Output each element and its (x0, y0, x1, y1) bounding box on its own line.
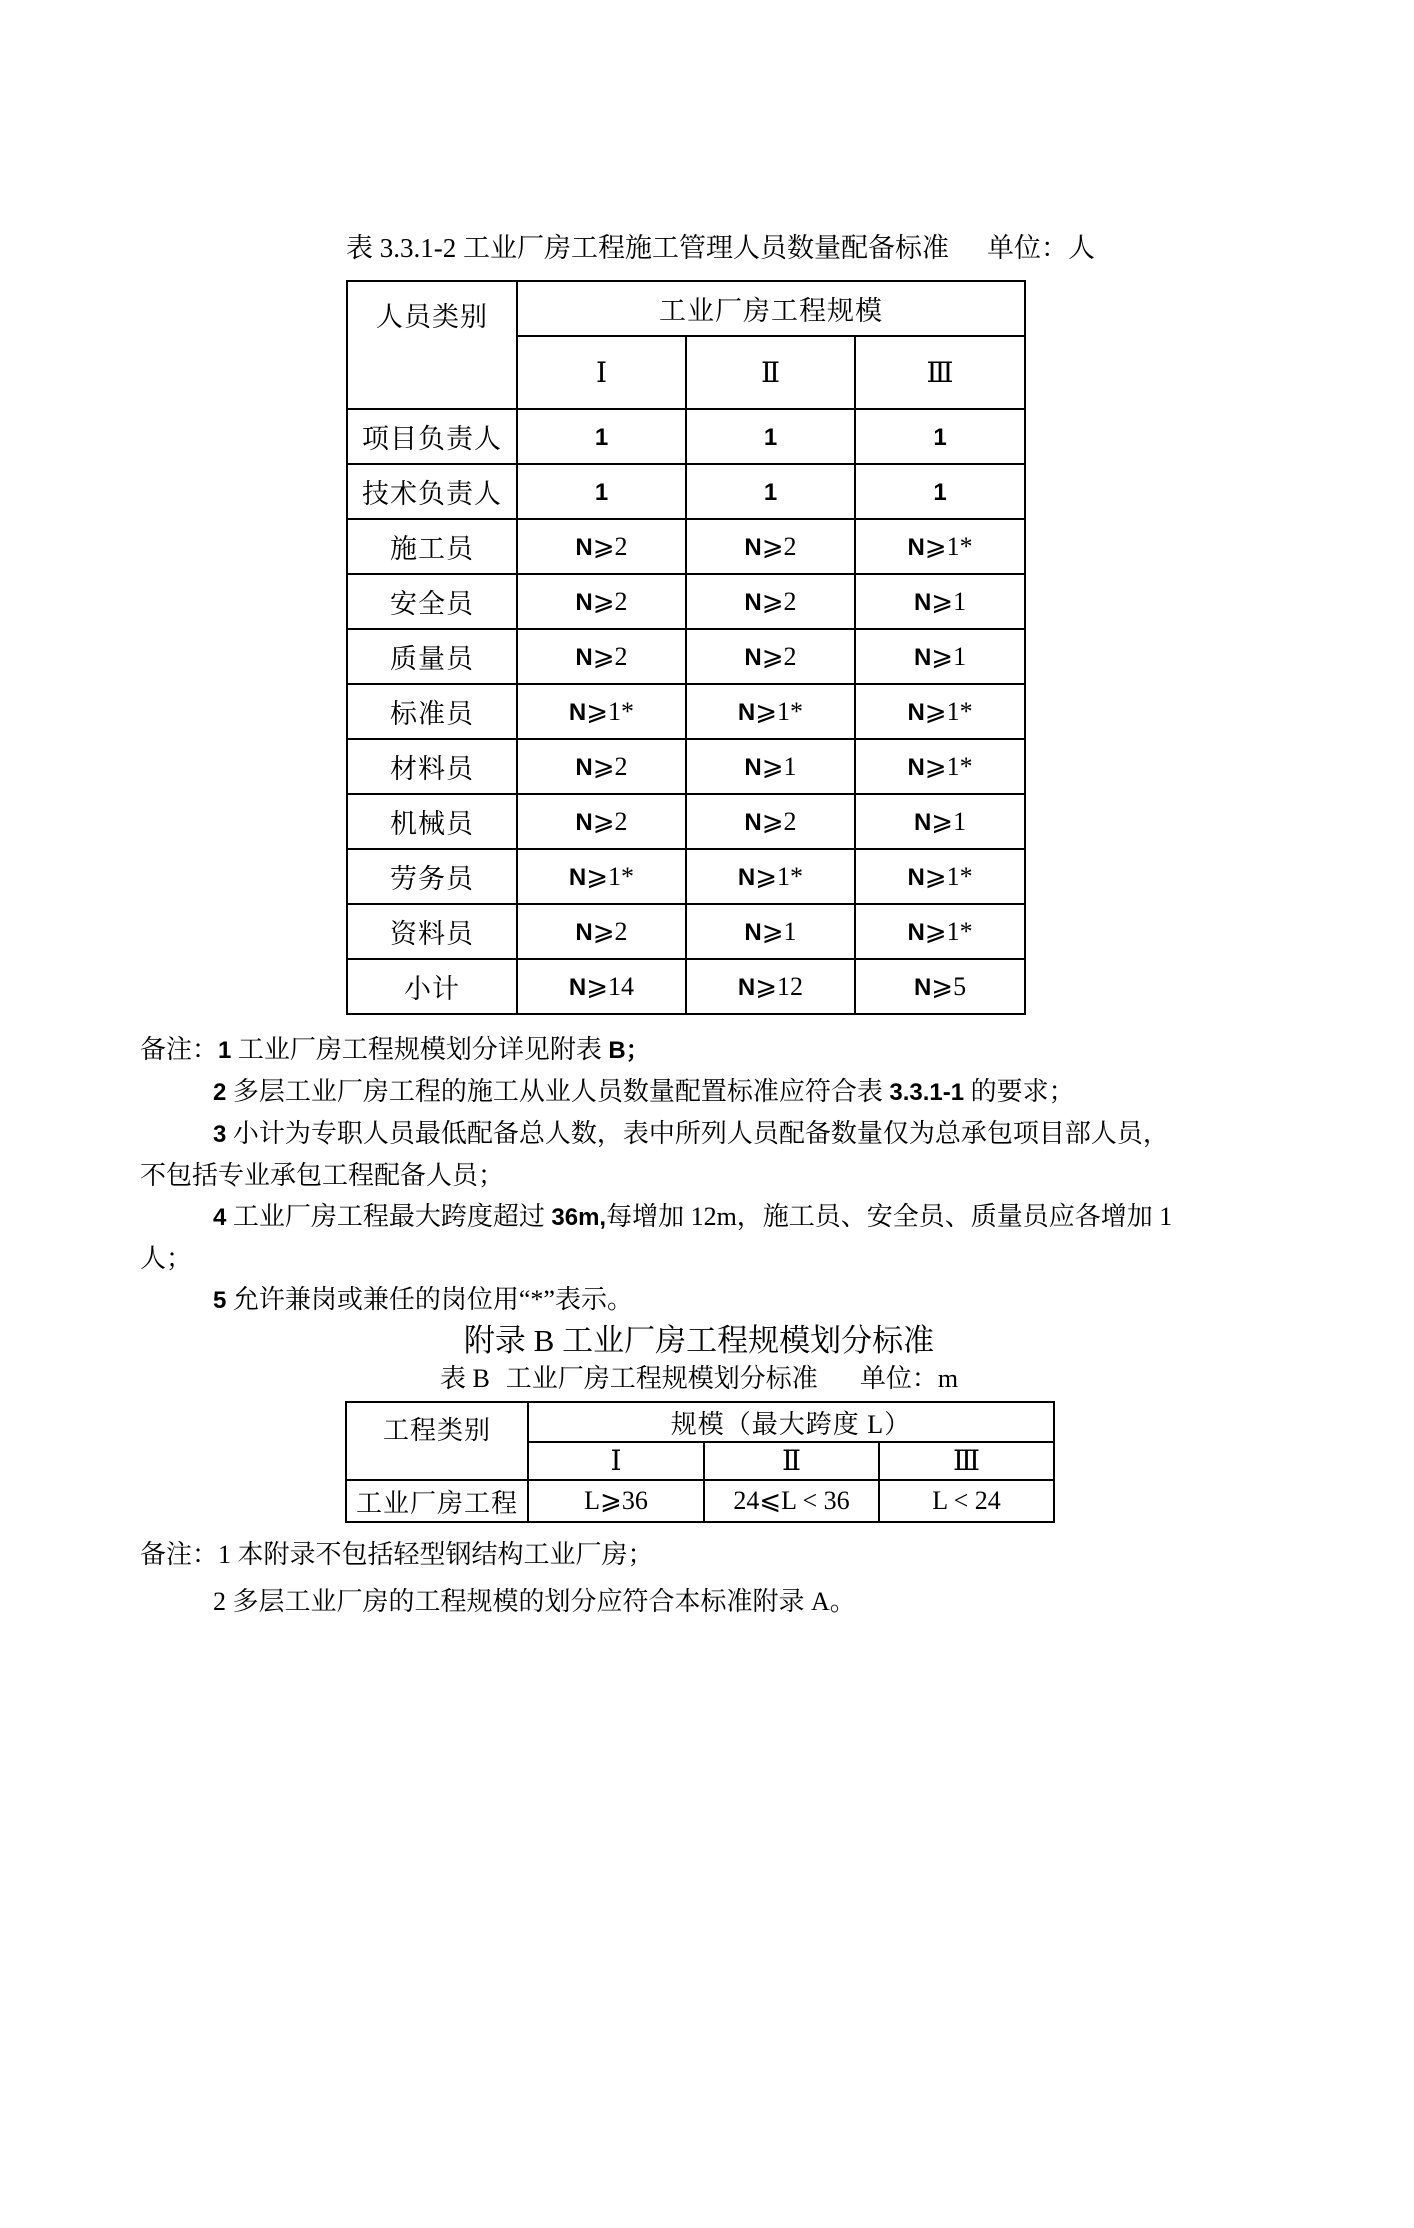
row-label: 资料员 (347, 904, 517, 959)
roman-numeral-1: Ⅰ (610, 1446, 622, 1477)
table-row (347, 464, 1025, 519)
tableB-note-1-text: 1 本附录不包括轻型钢结构工业厂房； (218, 1540, 654, 1569)
value-n: N (568, 699, 587, 726)
note-1-text (218, 1035, 650, 1064)
scale-table (345, 1401, 1055, 1523)
value-threshold: ⩾1* (755, 862, 804, 891)
note-bold-text: 4 (213, 1204, 227, 1231)
note-text: 允许兼岗或兼任的岗位用“*”表示。 (226, 1285, 633, 1314)
value-threshold: ⩾1 (931, 807, 967, 836)
note-bold-text: 1 (218, 1037, 232, 1064)
row-value (517, 794, 686, 849)
tableB-header-row-1 (346, 1402, 1054, 1442)
value-count: 1 (594, 479, 609, 506)
row-value (855, 739, 1025, 794)
row-value (855, 904, 1025, 959)
row-value (686, 849, 855, 904)
tableB-note-item-2 (140, 1578, 1240, 1625)
value-n: N (744, 809, 762, 836)
value-n: N (744, 644, 762, 671)
table-row (347, 959, 1025, 1014)
header-cell-scale-level-2 (686, 336, 855, 409)
row-value (517, 409, 686, 464)
value-threshold: ⩾2 (761, 807, 797, 836)
note-item-5 (140, 1279, 1192, 1321)
note-text: 工业厂房工程最大跨度超过 (226, 1202, 552, 1231)
row-value (855, 409, 1025, 464)
row-label: 项目负责人 (347, 409, 517, 464)
row-value (855, 794, 1025, 849)
scale-1-range: L⩾36 (528, 1480, 704, 1522)
value-n: N (907, 534, 925, 561)
appendix-b-heading: 附录 B 工业厂房工程规模划分标准 (463, 1323, 935, 1358)
roman-numeral-2: Ⅱ (760, 357, 781, 389)
roman-numeral-2: Ⅱ (781, 1446, 802, 1477)
value-threshold: ⩾1* (586, 862, 635, 891)
value-n: N (913, 589, 932, 616)
value-count: 1 (763, 479, 778, 506)
table-row (347, 794, 1025, 849)
value-n: N (737, 974, 756, 1001)
value-n: N (737, 699, 756, 726)
row-value (517, 904, 686, 959)
tableB-scale-level-1 (528, 1442, 704, 1480)
table-row (347, 629, 1025, 684)
row-value (686, 519, 855, 574)
row-value (517, 464, 686, 519)
value-n: N (744, 754, 762, 781)
value-n: N (568, 974, 587, 1001)
row-value (517, 739, 686, 794)
row-value (686, 794, 855, 849)
value-n: N (575, 534, 593, 561)
row-value (517, 629, 686, 684)
note-bold-text: 2 (213, 1079, 227, 1106)
note-item-3 (140, 1113, 1192, 1196)
value-threshold: ⩾1* (924, 862, 973, 891)
document-page (0, 228, 1414, 2228)
value-n: N (568, 864, 587, 891)
value-threshold: ⩾1* (924, 752, 973, 781)
value-threshold: ⩾2 (592, 642, 628, 671)
tableB-data-row (346, 1480, 1054, 1522)
tableB-scale-level-3 (879, 1442, 1054, 1480)
notes-label: 备注： (140, 1035, 219, 1064)
value-count: 1 (763, 424, 778, 451)
row-value (686, 629, 855, 684)
value-threshold: ⩾2 (592, 752, 628, 781)
roman-numeral-3: Ⅲ (952, 1446, 980, 1477)
value-n: N (575, 919, 593, 946)
header-cell-project-category: 工程类别 (346, 1402, 528, 1480)
value-threshold: ⩾1* (924, 917, 973, 946)
note-item-1 (140, 1029, 1192, 1071)
row-value (686, 684, 855, 739)
value-n: N (913, 809, 932, 836)
value-n: N (913, 644, 932, 671)
row-label: 劳务员 (347, 849, 517, 904)
table1-title: 表 3.3.1-2 工业厂房工程施工管理人员数量配备标准 (346, 233, 949, 263)
value-n: N (575, 754, 593, 781)
row-value (686, 904, 855, 959)
scale-3-range: L < 24 (879, 1480, 1054, 1522)
value-threshold: ⩾1 (931, 587, 967, 616)
tableB-caption-title: 工业厂房工程规模划分标准 (505, 1364, 818, 1393)
value-threshold: ⩾1* (755, 697, 804, 726)
scale-2-range: 24⩽L < 36 (704, 1480, 879, 1522)
row-value (855, 574, 1025, 629)
table-row (347, 684, 1025, 739)
note-bold-text: 3 (213, 1121, 227, 1148)
value-threshold: ⩾2 (592, 807, 628, 836)
value-n: N (575, 809, 593, 836)
row-value (686, 409, 855, 464)
table-row (347, 409, 1025, 464)
note-text: 小计为专职人员最低配备总人数，表中所列人员配备数量仅为总承包项目部人员，不包括专业承包工程配备人员； (140, 1119, 1169, 1190)
value-n: N (744, 589, 762, 616)
row-value (855, 959, 1025, 1014)
row-value (855, 629, 1025, 684)
value-threshold: ⩾5 (931, 972, 967, 1001)
row-value (686, 739, 855, 794)
header-cell-personnel-category: 人员类别 (347, 281, 517, 409)
row-label: 安全员 (347, 574, 517, 629)
table-row (347, 574, 1025, 629)
value-n: N (575, 589, 593, 616)
row-label: 标准员 (347, 684, 517, 739)
value-threshold: ⩾1* (924, 532, 973, 561)
value-threshold: ⩾1* (586, 697, 635, 726)
row-value (686, 464, 855, 519)
value-n: N (907, 699, 925, 726)
table1-notes (140, 1029, 1192, 1321)
value-threshold: ⩾1 (931, 642, 967, 671)
value-threshold: ⩾2 (761, 642, 797, 671)
header-cell-scale-level-3 (855, 336, 1025, 409)
roman-numeral-1: Ⅰ (595, 357, 608, 389)
row-value (855, 519, 1025, 574)
tableB-note-item-1 (140, 1531, 1240, 1578)
row-label: 机械员 (347, 794, 517, 849)
note-text: 每增加 12m，施工员、安全员、质量员应各增加 1 人； (140, 1202, 1173, 1273)
row-value (855, 849, 1025, 904)
value-n: N (913, 974, 932, 1001)
note-bold-text: 36m, (551, 1204, 607, 1231)
header-cell-scale-level-1 (517, 336, 686, 409)
value-threshold: ⩾12 (755, 972, 804, 1001)
value-threshold: ⩾2 (592, 532, 628, 561)
row-value (517, 574, 686, 629)
tableB-notes-label: 备注： (140, 1540, 219, 1569)
row-value (517, 684, 686, 739)
row-label: 施工员 (347, 519, 517, 574)
value-count: 1 (933, 424, 947, 451)
header-cell-span-group: 规模（最大跨度 L） (528, 1402, 1054, 1442)
table1-body (347, 409, 1025, 1014)
value-n: N (907, 864, 925, 891)
table1-caption (346, 228, 1095, 268)
table-row (347, 739, 1025, 794)
tableB-caption-prefix: 表 B (439, 1364, 490, 1393)
note-item-2 (140, 1071, 1192, 1113)
table1-unit: 单位：人 (987, 233, 1095, 263)
tableB-notes (140, 1531, 1240, 1625)
note-bold-text: B； (608, 1037, 650, 1064)
value-count: 1 (933, 479, 947, 506)
header-cell-scale-group: 工业厂房工程规模 (517, 281, 1025, 336)
value-n: N (575, 644, 593, 671)
note-5-text (213, 1285, 633, 1314)
note-bold-text: 3.3.1-1 (889, 1079, 965, 1106)
value-threshold: ⩾2 (761, 587, 797, 616)
row-value (686, 959, 855, 1014)
row-label: 质量员 (347, 629, 517, 684)
row-value (855, 464, 1025, 519)
value-count: 1 (594, 424, 609, 451)
row-value (517, 849, 686, 904)
row-label: 技术负责人 (347, 464, 517, 519)
note-text: 工业厂房工程规模划分详见附表 (231, 1035, 609, 1064)
value-threshold: ⩾1 (761, 917, 797, 946)
project-type-cell: 工业厂房工程 (346, 1480, 528, 1522)
tableB-note-2-text: 2 多层工业厂房的工程规模的划分应符合本标准附录 A。 (213, 1587, 856, 1616)
note-2-text (213, 1077, 1075, 1106)
note-text: 多层工业厂房工程的施工从业人员数量配置标准应符合表 (226, 1077, 890, 1106)
note-3-text (140, 1119, 1169, 1190)
value-n: N (907, 919, 925, 946)
value-n: N (744, 534, 762, 561)
note-bold-text: 5 (213, 1287, 227, 1314)
value-n: N (737, 864, 756, 891)
tableB-scale-level-2 (704, 1442, 879, 1480)
row-label: 材料员 (347, 739, 517, 794)
table-row (347, 519, 1025, 574)
value-threshold: ⩾2 (592, 917, 628, 946)
note-4-text (140, 1202, 1172, 1273)
table-row (347, 849, 1025, 904)
row-value (855, 684, 1025, 739)
value-threshold: ⩾1* (924, 697, 973, 726)
value-threshold: ⩾1 (761, 752, 797, 781)
note-item-4 (140, 1196, 1192, 1279)
row-label: 小计 (347, 959, 517, 1014)
note-text: 的要求； (964, 1077, 1075, 1106)
tableB-caption (345, 1361, 1053, 1397)
roman-numeral-3: Ⅲ (926, 357, 954, 389)
row-value (517, 519, 686, 574)
value-threshold: ⩾14 (586, 972, 635, 1001)
table-row (347, 904, 1025, 959)
value-n: N (907, 754, 925, 781)
tableB-caption-unit: 单位：m (859, 1364, 959, 1393)
row-value (686, 574, 855, 629)
value-threshold: ⩾2 (761, 532, 797, 561)
value-threshold: ⩾2 (592, 587, 628, 616)
personnel-table (346, 280, 1026, 1015)
table1-header-row-1 (347, 281, 1025, 336)
value-n: N (744, 919, 762, 946)
row-value (517, 959, 686, 1014)
